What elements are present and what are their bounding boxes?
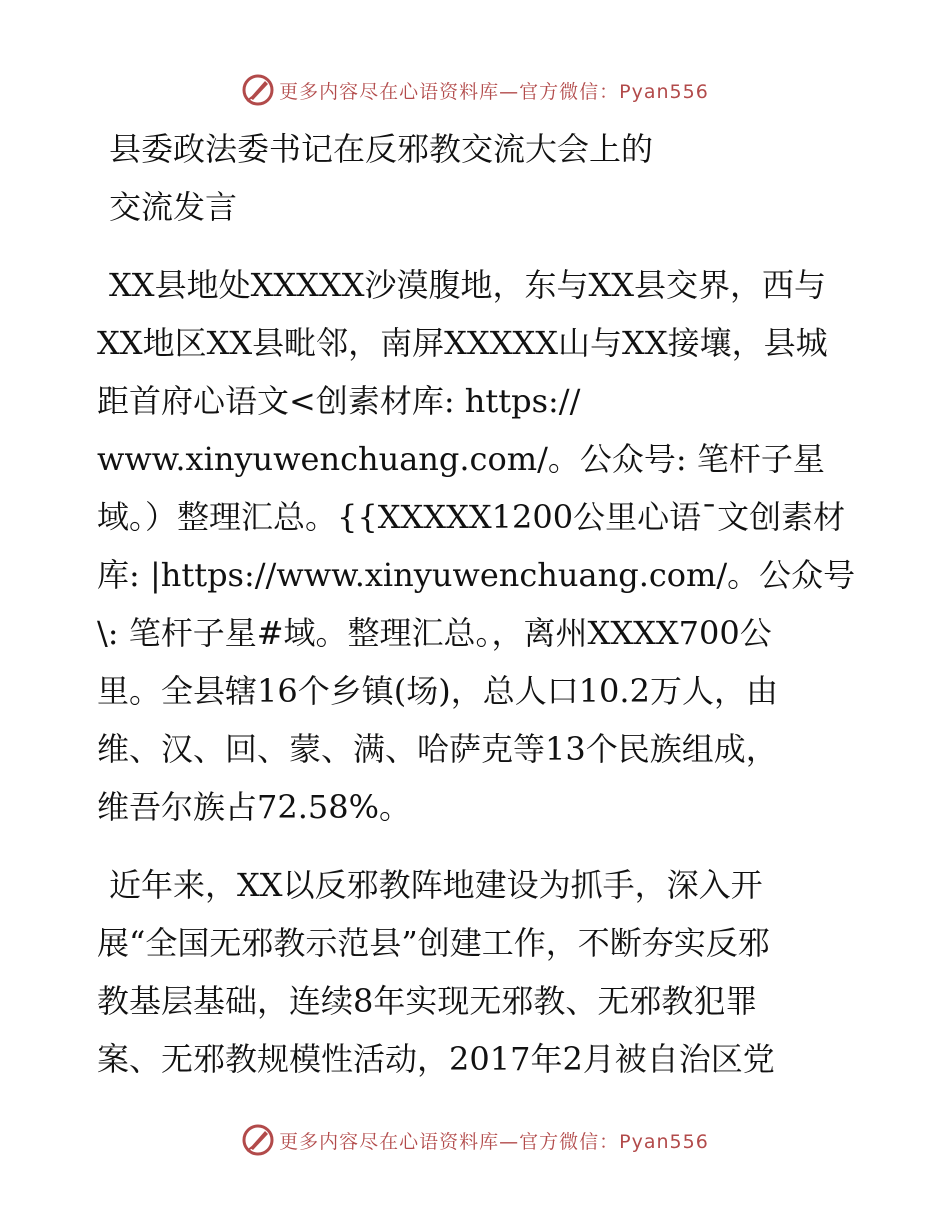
document-body bbox=[97, 120, 857, 1108]
quill-circle-icon bbox=[241, 1123, 275, 1157]
title-line-1: 县委政法委书记在反邪教交流大会上的 bbox=[109, 130, 654, 168]
paragraph-line: 教基层基础，连续8年实现无邪教、无邪教犯罪 bbox=[97, 982, 758, 1020]
paragraph-line: www.xinyuwenchuang.com/。公众号: 笔杆子星 bbox=[97, 440, 825, 478]
watermark-banner-top bbox=[0, 70, 950, 110]
document-title bbox=[97, 120, 857, 236]
paragraph-line: 里。全县辖16个乡镇(场)，总人口10.2万人，由 bbox=[97, 672, 778, 710]
paragraph-line: XX县地处XXXXX沙漠腹地，东与XX县交界，西与 bbox=[109, 266, 827, 304]
paragraph-1 bbox=[97, 256, 857, 836]
paragraph-line: 维、汉、回、蒙、满、哈萨克等13个民族组成， bbox=[97, 730, 778, 768]
paragraph-line: \: 笔杆子星#域。整理汇总。，离州XXXX700公 bbox=[97, 614, 772, 652]
paragraph-line: 案、无邪教规模性活动，2017年2月被自治区党 bbox=[97, 1040, 775, 1078]
paragraph-line: 库: |https://www.xinyuwenchuang.com/。公众号 bbox=[97, 556, 856, 594]
paragraph-line: XX地区XX县毗邻，南屏XXXXX山与XX接壤，县城 bbox=[97, 324, 828, 362]
quill-circle-icon bbox=[241, 73, 275, 107]
paragraph-line: 近年来，XX以反邪教阵地建设为抓手，深入开 bbox=[109, 866, 763, 904]
watermark-banner-bottom bbox=[0, 1120, 950, 1160]
title-line-2: 交流发言 bbox=[109, 188, 238, 226]
watermark-text: 更多内容尽在心语资料库—官方微信：Pyan556 bbox=[279, 80, 709, 103]
paragraph-line: 维吾尔族占72.58%。 bbox=[97, 788, 412, 826]
paragraph-2 bbox=[97, 856, 857, 1088]
watermark-text: 更多内容尽在心语资料库—官方微信：Pyan556 bbox=[279, 1130, 709, 1153]
paragraph-line: 域。）整理汇总。{{XXXXX1200公里心语¯文创素材 bbox=[97, 498, 846, 536]
paragraph-line: 展“全国无邪教示范县”创建工作，不断夯实反邪 bbox=[97, 924, 770, 962]
paragraph-line: 距首府心语文<创素材库: https:// bbox=[97, 382, 581, 420]
